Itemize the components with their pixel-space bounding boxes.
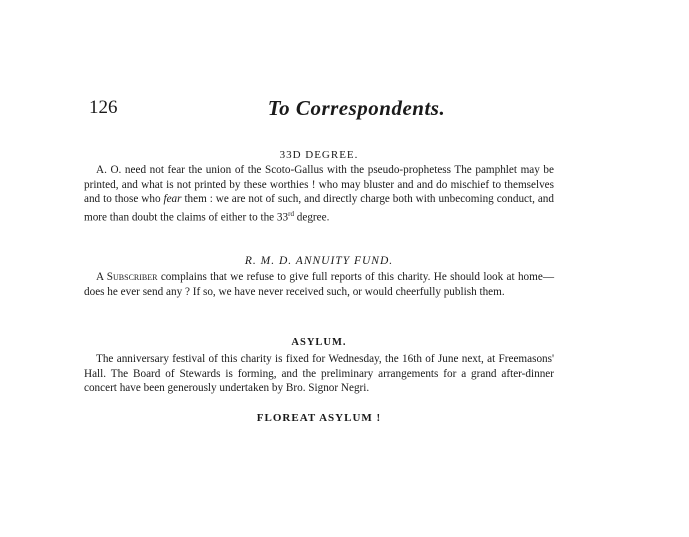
running-title: [0, 96, 689, 121]
paragraph-asylum: [84, 352, 554, 396]
paragraph-text: The anniversary festival of this charity is fixed for Wednesday, the 16th of June next, at Freemasons' Hall. The Board of Stewards is forming, and the preliminary arrangements for a grand after-dinner concert have been generously undertaken by Bro. Signor Negri.: [84, 353, 554, 394]
running-title-text: To Correspondents.: [267, 96, 446, 120]
ordinal-superscript: rd: [288, 209, 294, 218]
page-number: 126: [89, 97, 118, 118]
subscriber-label: A Subscriber: [96, 271, 158, 283]
section-heading-asylum: ASYLUM.: [291, 337, 347, 348]
paragraph-text: need not fear the union of the Scoto-Gallus with the pseudo-prophetess The pamphlet may be printed, and what is not printed by these worthies ! who may bluster and and do mischief to themselves and to those who: [84, 164, 554, 205]
paragraph-text: degree.: [293, 211, 330, 224]
section-heading-33d-degree: 33D DEGREE.: [279, 149, 359, 161]
paragraph-text: them : we are not of such, and directly charge both with unbecoming conduct, and more than doubt the claims of either to the 33: [84, 193, 554, 224]
emphasis-word: fear: [163, 193, 182, 205]
paragraph-33d-degree: [84, 163, 554, 225]
paragraph-text: complains that we refuse to give full reports of this charity. He should look at home—does he ever send any ? If so, we have never received such, or would cheerfully publish them.: [84, 271, 555, 298]
section-heading-annuity-fund: R. M. D. ANNUITY FUND.: [244, 255, 394, 267]
correspondent-initials: A. O.: [96, 164, 122, 176]
closing-exclamation: FLOREAT ASYLUM !: [256, 412, 382, 424]
paragraph-annuity-fund: [84, 270, 554, 299]
